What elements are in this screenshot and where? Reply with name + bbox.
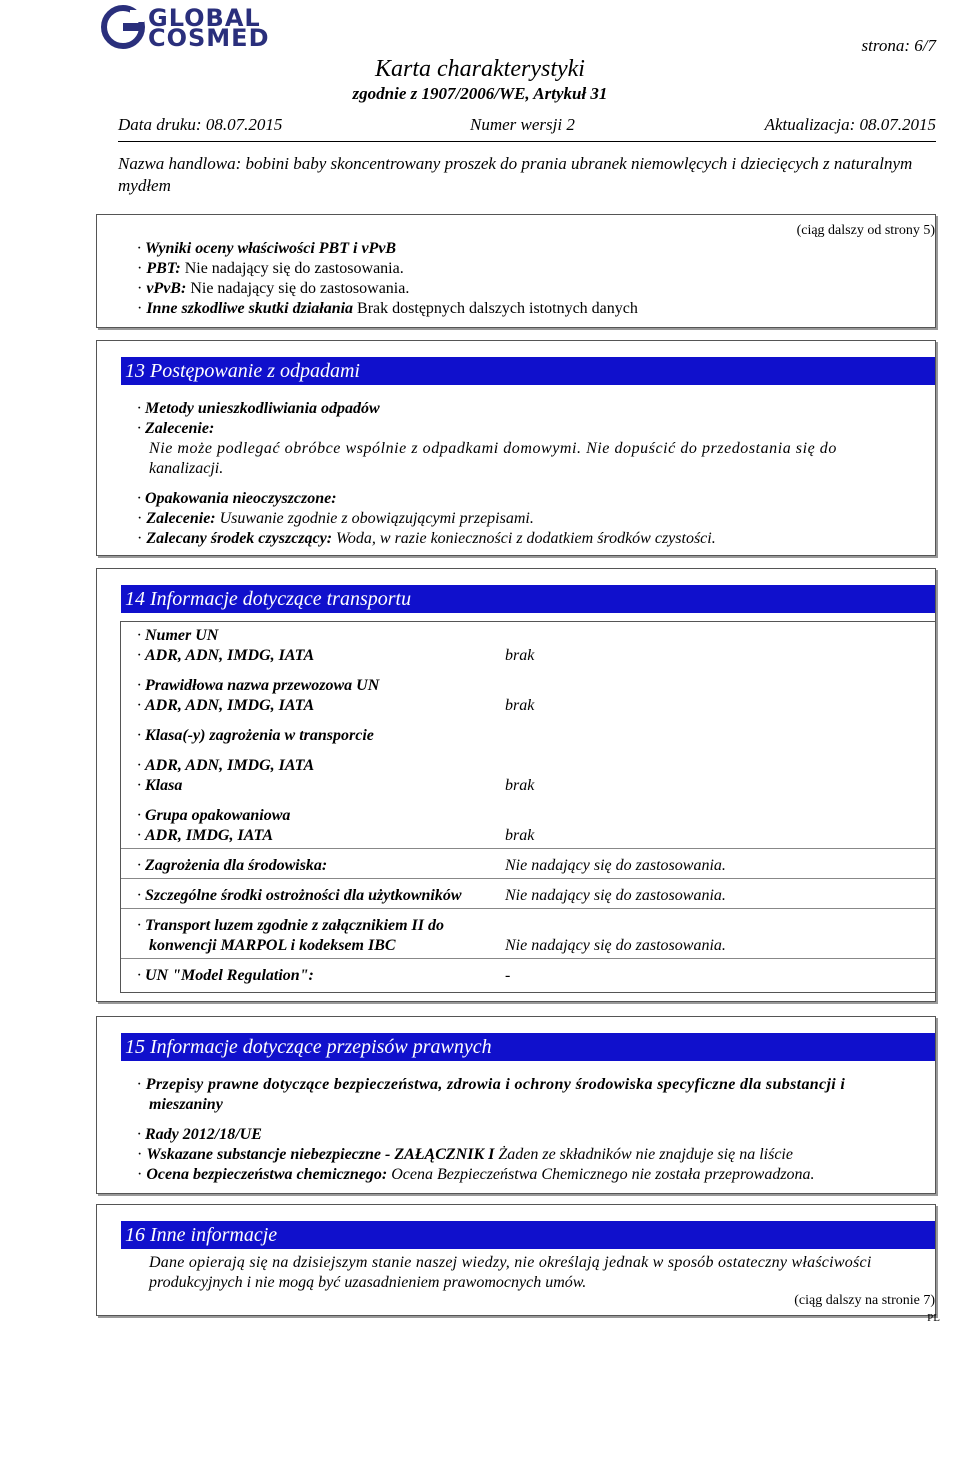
print-date: Data druku: 08.07.2015 — [118, 115, 283, 134]
shipping-name-value: brak — [505, 697, 535, 714]
special-precautions: · Szczególne środki ostrożności dla użytkowników — [137, 886, 462, 906]
transport-table — [120, 621, 936, 993]
section13-header: 13 Postępowanie z odpadami — [121, 357, 935, 385]
row-divider — [121, 878, 935, 879]
bulk-transport-cont: konwencji MARPOL i kodeksem IBC — [149, 937, 396, 954]
logo-line1: GLOBAL — [148, 4, 261, 32]
section15-box — [96, 1016, 936, 1194]
un-number: · Numer UN — [137, 626, 218, 646]
section13-box — [96, 340, 936, 556]
packing-group: · Grupa opakowaniowa — [137, 806, 290, 826]
company-logo — [100, 4, 300, 50]
un-number-value: brak — [505, 647, 535, 664]
other-info-text: Dane opierają się na dzisiejszym stanie naszej wiedzy, nie określają jednak w sposób ostateczny właściwości — [149, 1254, 872, 1271]
disposal-methods: · Metody unieszkodliwiania odpadów — [137, 399, 380, 419]
header-divider — [118, 141, 936, 142]
section15-header: 15 Informacje dotyczące przepisów prawnych — [121, 1033, 935, 1061]
regulations-line-cont: mieszaniny — [149, 1096, 223, 1113]
hazard-class-modes: · ADR, ADN, IMDG, IATA — [137, 756, 314, 776]
env-hazards: · Zagrożenia dla środowiska: — [137, 856, 327, 876]
class-value: brak — [505, 777, 535, 794]
pbt-line: · PBT: Nie nadający się do zastosowania. — [137, 259, 404, 279]
pbt-results-heading: · Wyniki oceny właściwości PBT i vPvB — [137, 239, 396, 259]
row-divider — [121, 848, 935, 849]
packing-group-value: brak — [505, 827, 535, 844]
recommendation-label: · Zalecenie: — [137, 419, 214, 439]
version-number: Numer wersji 2 — [470, 115, 575, 134]
shipping-name-modes: · ADR, ADN, IMDG, IATA — [137, 696, 314, 716]
un-model-regulation: · UN "Model Regulation": — [137, 966, 314, 986]
env-hazards-value: Nie nadający się do zastosowania. — [505, 857, 726, 874]
row-divider — [121, 908, 935, 909]
chemical-safety-line: · Ocena bezpieczeństwa chemicznego: Ocena Bezpieczeństwa Chemicznego nie została przeprowadzona. — [137, 1165, 815, 1185]
recommendation-text: Nie może podlegać obróbce wspólnie z odpadkami domowymi. Nie dopuścić do przedostania się do — [149, 440, 837, 457]
bulk-transport: · Transport luzem zgodnie z załącznikiem II do — [137, 916, 444, 936]
un-number-modes: · ADR, ADN, IMDG, IATA — [137, 646, 314, 666]
hazard-class: · Klasa(-y) zagrożenia w transporcie — [137, 726, 374, 746]
section14-header: 14 Informacje dotyczące transportu — [121, 585, 935, 613]
section16-box — [96, 1204, 936, 1316]
directive-line: · Rady 2012/18/UE — [137, 1125, 262, 1145]
uncleaned-packaging: · Opakowania nieoczyszczone: — [137, 489, 337, 509]
un-model-regulation-value: - — [505, 967, 511, 984]
page-number: strona: 6/7 — [861, 36, 936, 55]
vpvb-line: · vPvB: Nie nadający się do zastosowania. — [137, 279, 409, 299]
section16-header: 16 Inne informacje — [121, 1221, 935, 1249]
logo-g-icon — [100, 4, 146, 50]
special-precautions-value: Nie nadający się do zastosowania. — [505, 887, 726, 904]
packaging-recommendation: · Zalecenie: Usuwanie zgodnie z obowiązującymi przepisami. — [137, 509, 534, 529]
class-label: · Klasa — [137, 776, 182, 796]
document-title: Karta charakterystyki — [375, 56, 585, 82]
update-date: Aktualizacja: 08.07.2015 — [764, 115, 936, 134]
other-effects-line: · Inne szkodliwe skutki działania Brak dostępnych dalszych istotnych danych — [137, 299, 638, 319]
section12-box — [96, 214, 936, 328]
other-info-text-cont: produkcyjnych i nie mogą być uzasadnieniem prawomocnych umów. — [149, 1274, 587, 1291]
bulk-transport-value: Nie nadający się do zastosowania. — [505, 937, 726, 954]
document-subtitle: zgodnie z 1907/2006/WE, Artykuł 31 — [352, 84, 608, 103]
continued-from: (ciąg dalszy od strony 5) — [796, 223, 935, 238]
annex-line: · Wskazane substancje niebezpieczne - ZAŁĄCZNIK I Żaden ze składników nie znajduje się na liście — [137, 1145, 793, 1165]
logo-line2: COSMED — [148, 24, 270, 52]
trade-name: Nazwa handlowa: bobini baby skoncentrowany proszek do prania ubranek niemowlęcych i dziecięcych z naturalnym mydłem — [118, 154, 913, 195]
cleaning-agent: · Zalecany środek czyszczący: Woda, w razie konieczności z dodatkiem środków czystości. — [137, 529, 716, 549]
shipping-name: · Prawidłowa nazwa przewozowa UN — [137, 676, 379, 696]
row-divider — [121, 958, 935, 959]
recommendation-text-cont: kanalizacji. — [149, 460, 224, 477]
continued-to: (ciąg dalszy na stronie 7) — [794, 1293, 935, 1308]
packing-group-modes: · ADR, IMDG, IATA — [137, 826, 273, 846]
language-code: PL — [927, 1312, 940, 1324]
regulations-line: · Przepisy prawne dotyczące bezpieczeństwa, zdrowia i ochrony środowiska specyficzne dla substancji i — [137, 1075, 845, 1095]
